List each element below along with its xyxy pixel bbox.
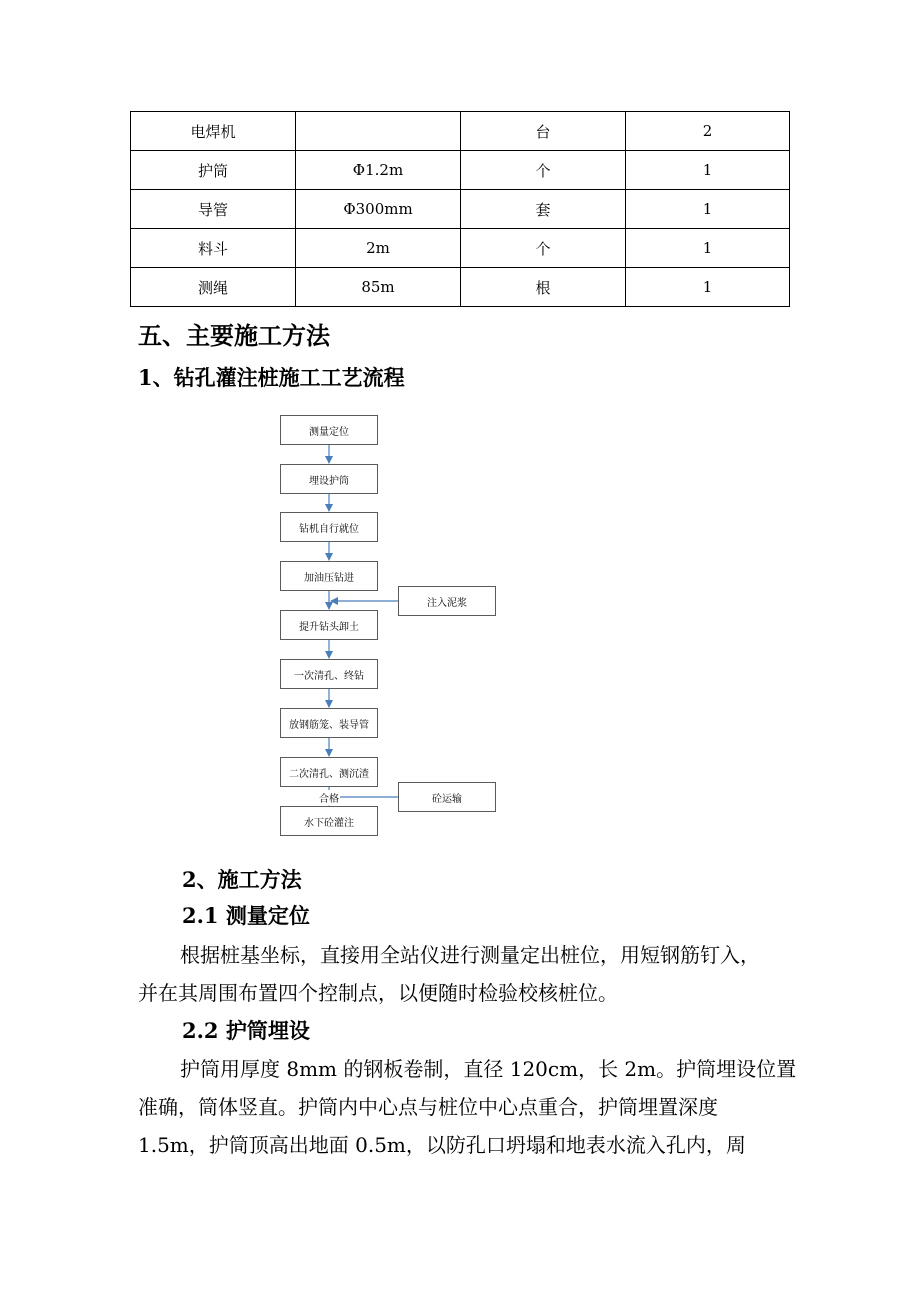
equip-qty: 2 xyxy=(626,112,790,151)
flow-step-second-clean: 二次清孔、测沉渣 xyxy=(280,757,378,787)
paragraph-line: 准确，筒体竖直。护筒内中心点与桩位中心点重合，护筒埋置深度 xyxy=(138,1095,718,1119)
equip-spec: 2m xyxy=(296,229,461,268)
equip-name: 护筒 xyxy=(131,151,296,190)
equip-unit: 个 xyxy=(461,151,626,190)
subsection-title-process-flow: 1、钻孔灌注桩施工工艺流程 xyxy=(138,365,405,390)
flow-input-concrete-transport: 砼运输 xyxy=(398,782,496,812)
paragraph-line: 并在其周围布置四个控制点，以便随时检验校核桩位。 xyxy=(138,981,618,1005)
paragraph-line: 根据桩基坐标，直接用全站仪进行测量定出桩位，用短钢筋钉入， xyxy=(180,943,760,967)
paragraph-line: 1.5m，护筒顶高出地面 0.5m，以防孔口坍塌和地表水流入孔内，周 xyxy=(138,1133,746,1157)
flow-step-rig-position: 钻机自行就位 xyxy=(280,512,378,542)
equip-name: 测绳 xyxy=(131,268,296,307)
table-row xyxy=(131,229,790,268)
equip-name: 电焊机 xyxy=(131,112,296,151)
flow-step-drilling: 加油压钻进 xyxy=(280,561,378,591)
flow-step-first-clean: 一次清孔、终钻 xyxy=(280,659,378,689)
equip-spec: 85m xyxy=(296,268,461,307)
equip-qty: 1 xyxy=(626,151,790,190)
flow-step-rebar-cage: 放钢筋笼、装导管 xyxy=(280,708,378,738)
flow-input-mud: 注入泥浆 xyxy=(398,586,496,616)
equip-unit: 台 xyxy=(461,112,626,151)
paragraph-survey xyxy=(138,936,798,1012)
table-row xyxy=(131,112,790,151)
equip-spec: Φ300mm xyxy=(296,190,461,229)
equip-unit: 个 xyxy=(461,229,626,268)
paragraph-casing xyxy=(138,1050,798,1164)
equip-name: 料斗 xyxy=(131,229,296,268)
subsection-title-casing: 2.2 护筒埋设 xyxy=(182,1018,310,1043)
equip-unit: 套 xyxy=(461,190,626,229)
table-row xyxy=(131,151,790,190)
flow-step-casing: 埋设护筒 xyxy=(280,464,378,494)
equip-spec: Φ1.2m xyxy=(296,151,461,190)
equip-qty: 1 xyxy=(626,229,790,268)
equip-qty: 1 xyxy=(626,268,790,307)
subsection-title-survey: 2.1 测量定位 xyxy=(182,903,310,928)
equipment-table xyxy=(130,111,790,307)
flow-step-survey: 测量定位 xyxy=(280,415,378,445)
flow-step-lift-bit: 提升钻头卸土 xyxy=(280,610,378,640)
equip-unit: 根 xyxy=(461,268,626,307)
equip-spec xyxy=(296,112,461,151)
paragraph-line: 护筒用厚度 8mm 的钢板卷制，直径 120cm，长 2m。护筒埋设位置 xyxy=(180,1057,797,1081)
flow-pass-label: 合格 xyxy=(318,790,340,805)
table-row xyxy=(131,268,790,307)
equip-name: 导管 xyxy=(131,190,296,229)
subsection-title-methods: 2、施工方法 xyxy=(182,867,302,892)
table-row xyxy=(131,190,790,229)
equip-qty: 1 xyxy=(626,190,790,229)
flow-step-underwater-concrete: 水下砼灌注 xyxy=(280,806,378,836)
section-title: 五、主要施工方法 xyxy=(138,321,330,350)
